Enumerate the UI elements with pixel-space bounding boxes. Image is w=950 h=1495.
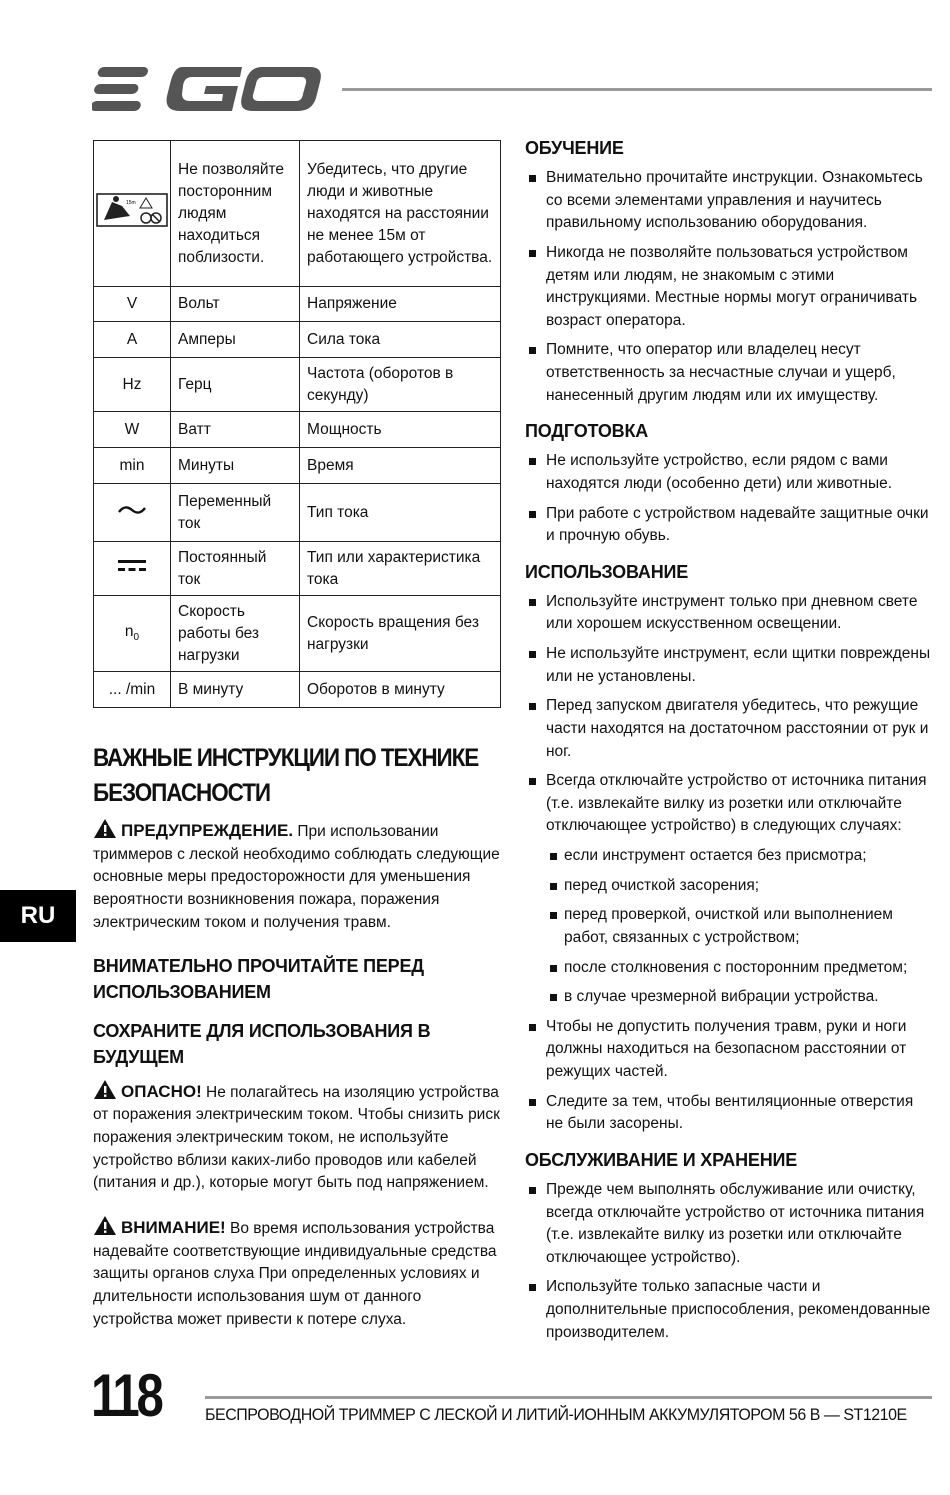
sub-list: [546, 845, 933, 1009]
list-item: Следите за тем, чтобы вентиляционные отверстия не были засорены.: [525, 1091, 933, 1136]
symbol-name: Минуты: [171, 448, 300, 484]
table-row: [94, 448, 501, 484]
warning-triangle-icon: [93, 1215, 117, 1236]
list-item: [525, 770, 933, 1009]
list-item: Используйте инструмент только при дневном свете или хорошем искусственном освещении.: [525, 591, 933, 636]
sub-list-item: в случае чрезмерной вибрации устройства.: [546, 986, 933, 1009]
symbol-meaning: Частота (оборотов в секунду): [300, 358, 501, 412]
symbol-meaning: Скорость вращения без нагрузки: [300, 596, 501, 672]
caution-text: Во время использования устройства надевайте соответствующие индивидуальные средства защиты органов слуха При определенных условиях и длительности использования шум от данного устройства может привести к потере слуха.: [93, 1219, 497, 1328]
symbol-cell: min: [94, 448, 171, 484]
training-list: [525, 167, 933, 407]
footer-rule: [205, 1396, 932, 1399]
table-row: [94, 141, 501, 287]
symbol-subscript: 0: [133, 632, 140, 644]
symbol-name: Переменный ток: [171, 484, 300, 542]
symbols-table: [93, 140, 501, 708]
list-item: Помните, что оператор или владелец несут ответственность за несчастные случаи и ущерб, нанесенный другим людям или их имуществу.: [525, 339, 933, 407]
maintenance-heading: ОБСЛУЖИВАНИЕ И ХРАНЕНИЕ: [525, 1149, 798, 1170]
list-item: Не используйте инструмент, если щитки повреждены или не установлены.: [525, 643, 933, 688]
danger-paragraph: [93, 1079, 503, 1195]
symbol-cell: Hz: [94, 358, 171, 412]
symbol-text: n: [124, 623, 134, 641]
symbol-name: Амперы: [171, 322, 300, 358]
warning-paragraph: [93, 818, 503, 934]
table-row: [94, 322, 501, 358]
save-heading: СОХРАНИТЕ ДЛЯ ИСПОЛЬЗОВАНИЯ В БУДУЩЕМ: [93, 1021, 431, 1067]
section-title: ВАЖНЫЕ ИНСТРУКЦИИ ПО ТЕХНИКЕ БЕЗОПАСНОСТИ: [93, 744, 479, 807]
ego-logo: [92, 62, 322, 118]
symbol-meaning: Тип или характеристика тока: [300, 542, 501, 596]
page-number: 118: [91, 1362, 161, 1429]
list-item-text: Всегда отключайте устройство от источника питания (т.е. извлекайте вилку из розетки или отключайте отключающее устройство) в следующих случаях:: [546, 772, 927, 835]
list-item: Перед запуском двигателя убедитесь, что режущие части находятся на достаточном расстоянии от рук и ног.: [525, 695, 933, 763]
list-item: Не используйте устройство, если рядом с вами находятся люди (особенно дети) или животные.: [525, 450, 933, 495]
list-item: Внимательно прочитайте инструкции. Ознакомьтесь со всеми элементами управления и научитесь правильному использованию оборудования.: [525, 167, 933, 235]
sub-list-item: перед проверкой, очисткой или выполнением работ, связанных с устройством;: [546, 904, 933, 949]
symbol-cell: V: [94, 287, 171, 322]
warning-text: При использовании триммеров с леской необходимо соблюдать следующие основные меры предосторожности для уменьшения вероятности возникновения пожара, поражения электрическим током и получения травм.: [93, 823, 500, 931]
operation-list: [525, 591, 933, 1136]
instructions-column: [525, 138, 933, 1351]
language-tab: RU: [0, 890, 76, 942]
symbol-meaning: Тип тока: [300, 484, 501, 542]
svg-text:15m: 15m: [126, 200, 136, 206]
list-item: Прежде чем выполнять обслуживание или очистку, всегда отключайте устройство от источника питания (т.е. извлекайте вилку из розетки или отключайте отключающее устройство).: [525, 1179, 933, 1270]
symbol-cell: A: [94, 322, 171, 358]
danger-label: ОПАСНО!: [121, 1081, 202, 1101]
symbol-meaning: Мощность: [300, 412, 501, 448]
caution-paragraph: [93, 1215, 503, 1331]
table-row: [94, 672, 501, 708]
safety-section: [93, 741, 503, 1331]
warning-triangle-icon: [93, 818, 117, 839]
maintenance-list: [525, 1179, 933, 1344]
caution-label: ВНИМАНИЕ!: [121, 1217, 226, 1237]
sub-list-item: перед очисткой засорения;: [546, 875, 933, 898]
table-row: [94, 412, 501, 448]
symbol-meaning: Убедитесь, что другие люди и животные находятся на расстоянии не менее 15м от работающего устройства.: [300, 141, 501, 287]
symbol-meaning: Время: [300, 448, 501, 484]
list-item: Используйте только запасные части и дополнительные приспособления, рекомендованные производителем.: [525, 1276, 933, 1344]
operation-heading: ИСПОЛЬЗОВАНИЕ: [525, 561, 689, 582]
read-heading: ВНИМАТЕЛЬНО ПРОЧИТАЙТЕ ПЕРЕД ИСПОЛЬЗОВАНИЕМ: [93, 956, 424, 1002]
warning-triangle-icon: [93, 1079, 117, 1100]
keep-bystanders-away-icon: [96, 190, 168, 230]
training-heading: ОБУЧЕНИЕ: [525, 138, 624, 158]
symbol-name: Скорость работы без нагрузки: [171, 596, 300, 672]
footer-title: БЕСПРОВОДНОЙ ТРИММЕР С ЛЕСКОЙ И ЛИТИЙ-ИОННЫМ АККУМУЛЯТОРОМ 56 В — ST1210E: [205, 1405, 907, 1424]
table-row: [94, 596, 501, 672]
sub-list-item: если инструмент остается без присмотра;: [546, 845, 933, 868]
symbol-cell: W: [94, 412, 171, 448]
list-item: Никогда не позволяйте пользоваться устройством детям или людям, не знакомым с этими инструкциями. Местные нормы могут ограничивать возраст оператора.: [525, 242, 933, 333]
symbol-meaning: Напряжение: [300, 287, 501, 322]
symbol-name: Постоянный ток: [171, 542, 300, 596]
symbol-name: Вольт: [171, 287, 300, 322]
table-row: [94, 358, 501, 412]
list-item: Чтобы не допустить получения травм, руки и ноги должны находиться на безопасном расстоянии от режущих частей.: [525, 1016, 933, 1084]
symbol-name: В минуту: [171, 672, 300, 708]
symbol-cell: ... /min: [94, 672, 171, 708]
preparation-heading: ПОДГОТОВКА: [525, 421, 649, 442]
sub-list-item: после столкновения с посторонним предметом;: [546, 957, 933, 980]
symbol-cell: [94, 542, 171, 596]
danger-text: Не полагайтесь на изоляцию устройства от поражения электрическим током. Чтобы снизить риск поражения электрическим током, не используйте устройство вблизи каких-либо проводов или кабелей (питания и др.), которые могут быть под напряжением.: [93, 1083, 500, 1192]
table-row: [94, 484, 501, 542]
direct-current-icon: [116, 557, 148, 573]
symbol-cell: [94, 484, 171, 542]
symbol-name: Ватт: [171, 412, 300, 448]
symbol-meaning: Оборотов в минуту: [300, 672, 501, 708]
list-item: При работе с устройством надевайте защитные очки и прочную обувь.: [525, 503, 933, 548]
table-row: [94, 542, 501, 596]
preparation-list: [525, 450, 933, 548]
table-row: [94, 287, 501, 322]
symbol-name: Герц: [171, 358, 300, 412]
header-rule: [342, 88, 932, 91]
warning-label: ПРЕДУПРЕЖДЕНИЕ.: [121, 821, 294, 840]
symbol-meaning: Сила тока: [300, 322, 501, 358]
alternating-current-icon: [117, 503, 147, 517]
symbol-name: Не позволяйте посторонним людям находиться поблизости.: [171, 141, 300, 287]
symbol-cell: [94, 596, 171, 672]
symbol-cell: [94, 141, 171, 287]
